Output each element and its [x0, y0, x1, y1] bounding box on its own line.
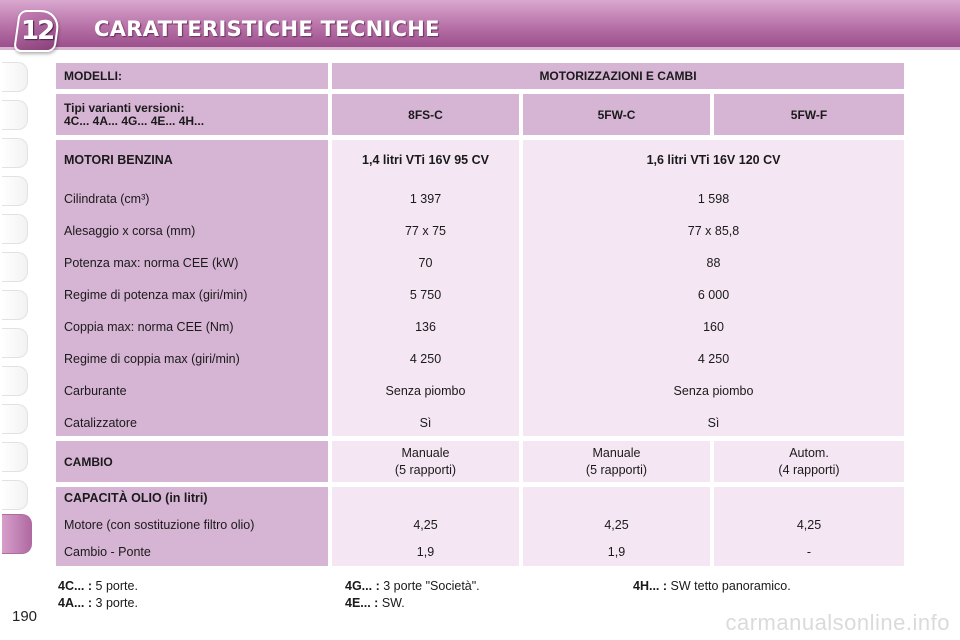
oil-capacity-label: CAPACITÀ OLIO (in litri)	[64, 491, 208, 505]
oil-axle-label: Cambio - Ponte	[64, 545, 151, 559]
spec-value-engine-2: 88	[706, 256, 721, 270]
spec-label: Carburante	[64, 384, 127, 398]
gearbox-ratios: (4 rapporti)	[778, 462, 840, 477]
notes-column-1	[58, 578, 138, 612]
note-line	[58, 578, 138, 595]
spec-label: Cilindrata (cm³)	[64, 192, 150, 206]
note-text: 3 porte "Società".	[383, 579, 480, 593]
spec-label: Catalizzatore	[64, 416, 137, 430]
notes-column-2	[345, 578, 480, 612]
spec-value-engine-1: 5 750	[409, 288, 442, 302]
engine-2-name: 1,6 litri VTi 16V 120 CV	[646, 153, 781, 167]
spec-value-engine-2: 1 598	[697, 192, 730, 206]
oil-axle-value: 1,9	[416, 545, 435, 559]
gearbox-ratios: (5 rapporti)	[394, 462, 457, 477]
oil-engine-value: 4,25	[413, 518, 438, 532]
note-code: 4A... :	[58, 596, 93, 610]
chapter-tab[interactable]	[2, 100, 28, 130]
models-label: MODELLI:	[56, 63, 328, 89]
engine-1-name: 1,4 litri VTi 16V 95 CV	[362, 153, 489, 167]
note-line	[345, 578, 480, 595]
chapter-tab[interactable]	[2, 138, 28, 168]
page-number: 190	[12, 608, 38, 625]
spec-label: Coppia max: norma CEE (Nm)	[64, 320, 234, 334]
chapter-tabs	[0, 62, 34, 582]
chapter-tab[interactable]	[2, 366, 28, 396]
spec-value-engine-1: Sì	[419, 416, 432, 430]
note-code: 4C... :	[58, 579, 93, 593]
note-line	[345, 595, 480, 612]
chapter-badge	[13, 10, 61, 52]
variants-label	[56, 94, 328, 135]
spec-value-engine-1: 70	[418, 256, 433, 270]
oil-axle-value: -	[806, 545, 812, 559]
spec-value-engine-1: Senza piombo	[385, 384, 466, 398]
chapter-tab[interactable]	[2, 252, 28, 282]
gearbox-type: Manuale	[592, 445, 641, 460]
note-code: 4H... :	[633, 579, 668, 593]
oil-axle-value: 1,9	[607, 545, 626, 559]
note-text: SW tetto panoramico.	[670, 579, 791, 593]
gearbox-ratios: (5 rapporti)	[585, 462, 648, 477]
note-code: 4E... :	[345, 596, 379, 610]
chapter-tab[interactable]	[2, 62, 28, 92]
note-line	[633, 578, 791, 595]
spec-value-engine-2: Senza piombo	[673, 384, 754, 398]
gearbox-cell	[714, 441, 904, 482]
chapter-number: 12	[20, 16, 54, 46]
note-code: 4G... :	[345, 579, 380, 593]
petrol-engines-label: MOTORI BENZINA	[64, 153, 173, 167]
variant-code: 8FS-C	[332, 94, 519, 135]
spec-label: Potenza max: norma CEE (kW)	[64, 256, 239, 270]
spec-label: Alesaggio x corsa (mm)	[64, 224, 196, 238]
spec-label: Regime di coppia max (giri/min)	[64, 352, 240, 366]
watermark: carmanualsonline.info	[725, 610, 950, 635]
spec-value-engine-1: 136	[415, 320, 436, 334]
oil-engine-label: Motore (con sostituzione filtro olio)	[64, 518, 255, 532]
oil-engine-value: 4,25	[796, 518, 822, 532]
note-text: 5 porte.	[95, 579, 138, 593]
gearbox-cell	[523, 441, 710, 482]
chapter-tab[interactable]	[2, 404, 28, 434]
chapter-tab[interactable]	[2, 214, 28, 244]
chapter-tab-active[interactable]	[2, 514, 32, 554]
engines-header: MOTORIZZAZIONI E CAMBI	[332, 63, 904, 89]
chapter-tab[interactable]	[2, 176, 28, 206]
note-text: SW.	[381, 596, 405, 610]
variant-code: 5FW-F	[714, 94, 904, 135]
spec-label: Regime di potenza max (giri/min)	[64, 288, 248, 302]
spec-value-engine-2: 160	[703, 320, 724, 334]
page-title: CARATTERISTICHE TECNICHE	[94, 17, 440, 41]
gearbox-cell	[332, 441, 519, 482]
gearbox-type: Manuale	[401, 445, 450, 460]
chapter-tab[interactable]	[2, 480, 28, 510]
chapter-tab[interactable]	[2, 442, 28, 472]
notes-column-3	[633, 578, 791, 595]
spec-value-engine-1: 4 250	[409, 352, 442, 366]
gearbox-type: Autom.	[789, 445, 829, 460]
oil-engine-value: 4,25	[604, 518, 629, 532]
note-text: 3 porte.	[95, 596, 138, 610]
chapter-tab[interactable]	[2, 328, 28, 358]
spec-value-engine-1: 77 x 75	[404, 224, 446, 238]
variants-label-line1: Tipi varianti versioni:	[64, 100, 185, 115]
header-banner	[0, 0, 960, 50]
spec-value-engine-2: 77 x 85,8	[687, 224, 740, 238]
variant-code: 5FW-C	[523, 94, 710, 135]
gearbox-label: CAMBIO	[56, 441, 328, 482]
spec-value-engine-1: 1 397	[409, 192, 442, 206]
spec-value-engine-2: 4 250	[697, 352, 730, 366]
spec-value-engine-2: 6 000	[697, 288, 730, 302]
variants-label-line2: 4C... 4A... 4G... 4E... 4H...	[64, 113, 205, 128]
note-line	[58, 595, 138, 612]
chapter-tab[interactable]	[2, 290, 28, 320]
spec-value-engine-2: Sì	[707, 416, 720, 430]
